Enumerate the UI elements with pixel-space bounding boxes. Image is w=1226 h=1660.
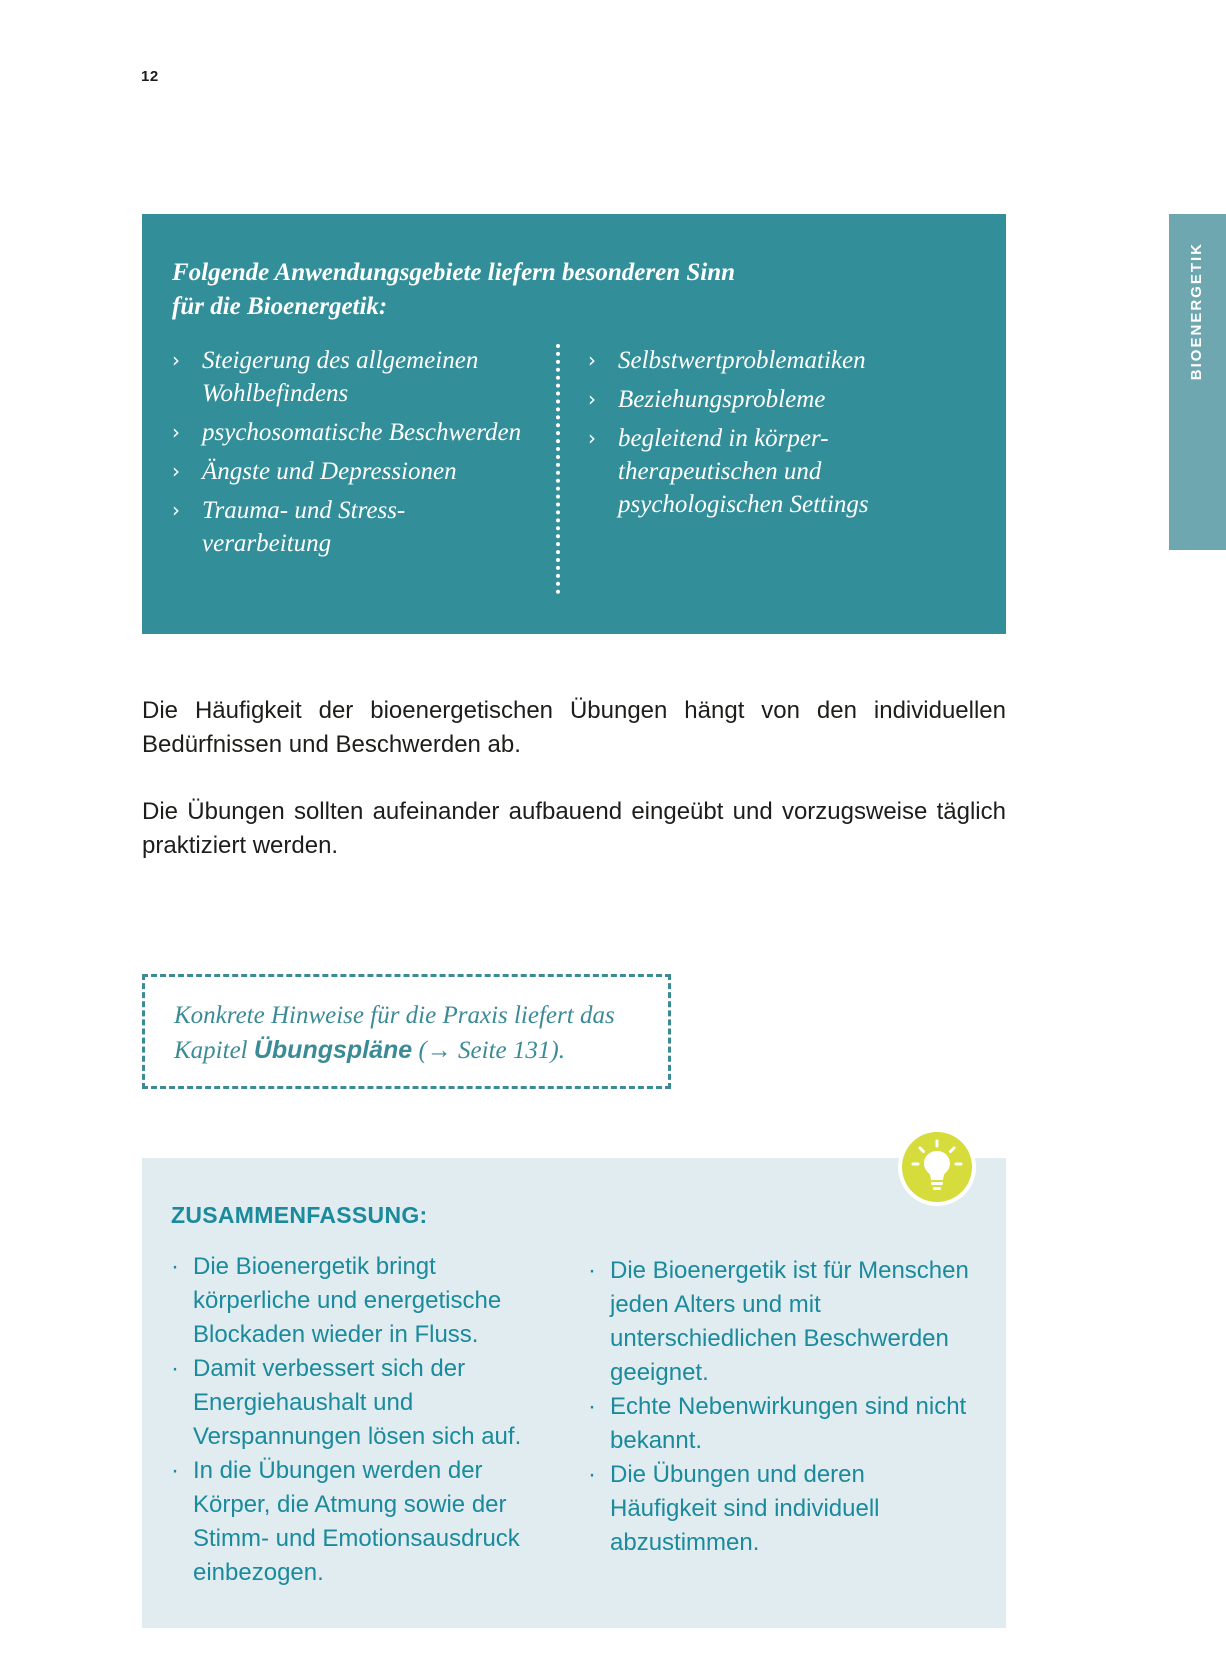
- list-item-text: Echte Nebenwirkungen sind nicht bekannt.: [610, 1393, 967, 1454]
- applications-title: [172, 256, 872, 324]
- list-item: [171, 1250, 551, 1352]
- applications-list-left: [172, 344, 532, 566]
- list-item-text: Damit verbessert sich der Energiehaushalt und Verspannungen lösen sich auf.: [193, 1355, 522, 1450]
- lightbulb-badge: [898, 1128, 976, 1206]
- chevron-right-icon: ›: [172, 420, 180, 444]
- page-number: 12: [141, 68, 159, 85]
- list-item-text: Trauma- und Stress-verarbeitung: [202, 497, 406, 557]
- bullet-dot-icon: ·: [588, 1393, 596, 1420]
- applications-list-right: [588, 344, 978, 527]
- applications-title-line1: Folgende Anwendungsgebiete liefern besonderen Sinn: [172, 259, 736, 286]
- bullet-dot-icon: ·: [588, 1461, 596, 1488]
- list-item: [588, 422, 978, 521]
- summary-list-left: [171, 1250, 551, 1590]
- list-item-text: Die Bioenergetik ist für Menschen jeden Alters und mit unterschiedlichen Beschwerden geeignet.: [610, 1257, 969, 1386]
- dotted-divider: [556, 344, 560, 594]
- chevron-right-icon: ›: [172, 459, 180, 483]
- list-item: [588, 1390, 978, 1458]
- chapter-side-tab-label: BIOENERGETIK: [1188, 242, 1205, 381]
- list-item: [172, 455, 532, 488]
- practice-hint-box: [142, 974, 671, 1089]
- lightbulb-icon: [902, 1132, 972, 1202]
- bullet-dot-icon: ·: [588, 1257, 596, 1284]
- practice-hint-text: [174, 999, 654, 1068]
- list-item: [588, 1254, 978, 1390]
- list-item-text: Beziehungsprobleme: [618, 386, 826, 413]
- list-item-text: Steigerung des allgemeinen Wohlbefindens: [202, 347, 479, 407]
- list-item-text: begleitend in körper-therapeutischen und psychologischen Settings: [618, 425, 869, 518]
- bullet-dot-icon: ·: [171, 1355, 179, 1382]
- list-item: [588, 383, 978, 416]
- applications-box: [142, 214, 1006, 634]
- body-paragraph-practice: Die Übungen sollten aufeinander aufbauend eingeübt und vorzugsweise täglich praktiziert werden.: [142, 798, 1006, 859]
- applications-title-line2: für die Bioenergetik:: [172, 293, 388, 320]
- summary-title: ZUSAMMENFASSUNG:: [171, 1202, 428, 1228]
- chevron-right-icon: ›: [588, 387, 596, 411]
- bullet-dot-icon: ·: [171, 1253, 179, 1280]
- list-item: [171, 1352, 551, 1454]
- list-item: [172, 344, 532, 410]
- chevron-right-icon: ›: [588, 348, 596, 372]
- list-item: [588, 344, 978, 377]
- list-item: [588, 1458, 978, 1560]
- chevron-right-icon: ›: [172, 498, 180, 522]
- summary-box: [142, 1158, 1006, 1628]
- list-item-text: Die Bioenergetik bringt körperliche und energetische Blockaden wieder in Fluss.: [193, 1253, 502, 1348]
- list-item-text: In die Übungen werden der Körper, die Atmung sowie der Stimm- und Emotionsausdruck einbezogen.: [193, 1457, 520, 1586]
- lightbulb-circle: [902, 1132, 972, 1202]
- list-item-text: psychosomatische Beschwerden: [202, 419, 522, 446]
- chapter-side-tab: [1169, 214, 1226, 550]
- body-paragraph-frequency: Die Häufigkeit der bioenergetischen Übungen hängt von den individuellen Bedürfnissen und Beschwerden ab.: [142, 697, 1006, 758]
- practice-hint-page-ref: (→ Seite 131).: [412, 1037, 565, 1064]
- bullet-dot-icon: ·: [171, 1457, 179, 1484]
- list-item-text: Selbstwertproblematiken: [618, 347, 866, 374]
- list-item-text: Die Übungen und deren Häufigkeit sind individuell abzustimmen.: [610, 1461, 880, 1556]
- chevron-right-icon: ›: [172, 348, 180, 372]
- list-item: [172, 494, 532, 560]
- list-item-text: Ängste und Depressionen: [202, 458, 457, 485]
- practice-hint-prefix: Konkrete Hinweise für die Praxis liefert das Kapitel: [174, 1002, 615, 1064]
- chevron-right-icon: ›: [588, 426, 596, 450]
- list-item: [172, 416, 532, 449]
- summary-list-right: [588, 1254, 978, 1560]
- practice-hint-chapter-link[interactable]: Übungspläne: [253, 1036, 413, 1064]
- list-item: [171, 1454, 551, 1590]
